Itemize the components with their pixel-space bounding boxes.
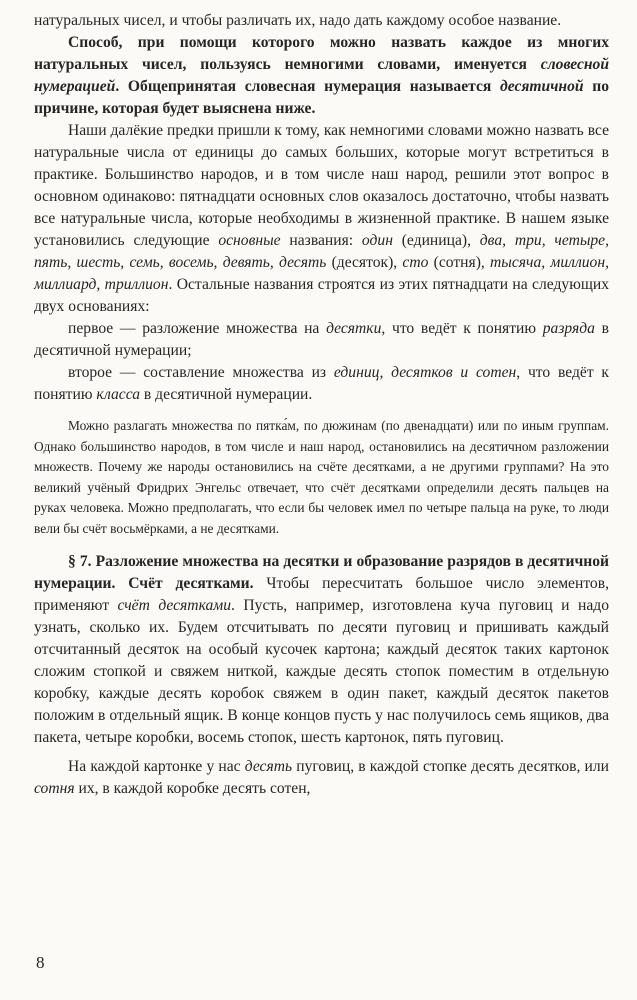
note-paragraph: Можно разлагать множества по пятка́м, по дюжинам (по двенадцати) или по иным группам. Однако большинство народов, в том числе и наш народ, остановились на десятичном разложении множеств. Почему же народы остановились на счёте десятками, а не другими группами? На это великий учёный Фридрих Энгельс отвечает, что счёт десятками определили десять пальцев на руках человека. Можно предполагать, что если бы человек имел по четыре пальца на руке, то люди вели бы счёт восьмёрками, а не десятками. (34, 418, 609, 536)
page-number: 8 (36, 953, 45, 972)
paragraph-intro: натуральных чисел, и чтобы различать их, надо дать каждому особое название. (34, 12, 562, 29)
section-heading: § 7. Разложение множества на десятки и образование разрядов в десятичной нумерации. Счёт десятками. (34, 553, 609, 592)
paragraph-second-basis: второе — составление множества из единиц, десятков и сотен, что ведёт к понятию класса в десятичной нумерации. (34, 364, 610, 403)
paragraph-cards: На каждой картонке у нас десять пуговиц, в каждой стопке десять десятков, или сотня их, в каждой коробке десять сотен, (34, 758, 610, 797)
paragraph-ancestors: Наши далёкие предки пришли к тому, как немногими словами можно назвать все натуральные числа от единицы до самых больших, которые могут встретиться в практике. Большинство народов, и в том числе наш народ, решили этот вопрос в основном одинаково: пятнадцати основных слов оказалось достаточно, чтобы назвать все натуральные числа, которые необходимы в жизненной практике. В нашем языке установились следующие основные названия: один (единица), два, три, четыре, пять, шесть, семь, восемь, девять, десять (десяток), сто (сотня), тысяча, миллион, миллиард, триллион. Остальные названия строятся из этих пятнадцати на следующих двух основаниях: (34, 122, 610, 315)
paragraph-first-basis: первое — разложение множества на десятки, что ведёт к понятию разряда в десятичной нумерации; (34, 320, 609, 359)
section-7-paragraph: § 7. Разложение множества на десятки и образование разрядов в десятичной нумерации. Счёт десятками. Чтобы пересчитать большое число элементов, применяют счёт десятками. Пусть, например, изготовлена куча пуговиц и надо узнать, сколько их. Будем отсчитывать по десяти пуговиц и пришивать каждый отсчитанный десяток на особый кусочек картона; каждый десяток таких картонок сложим стопкой и свяжем ниткой, каждые десять стопок поместим в отдельную коробку, каждые десять коробок свяжем в один пакет, каждый десяток пакетов положим в отдельный ящик. В конце концов пусть у нас получилось семь ящиков, два пакета, четыре коробки, восемь стопок, шесть картонок, пять пуговиц. (34, 553, 609, 746)
paragraph-definition: Способ, при помощи которого можно назвать каждое из многих натуральных чисел, пользуясь немногими словами, именуется словесной нумерацией. Общепринятая словесная нумерация называется десятичной по причине, которая будет выяснена ниже. (34, 34, 609, 117)
